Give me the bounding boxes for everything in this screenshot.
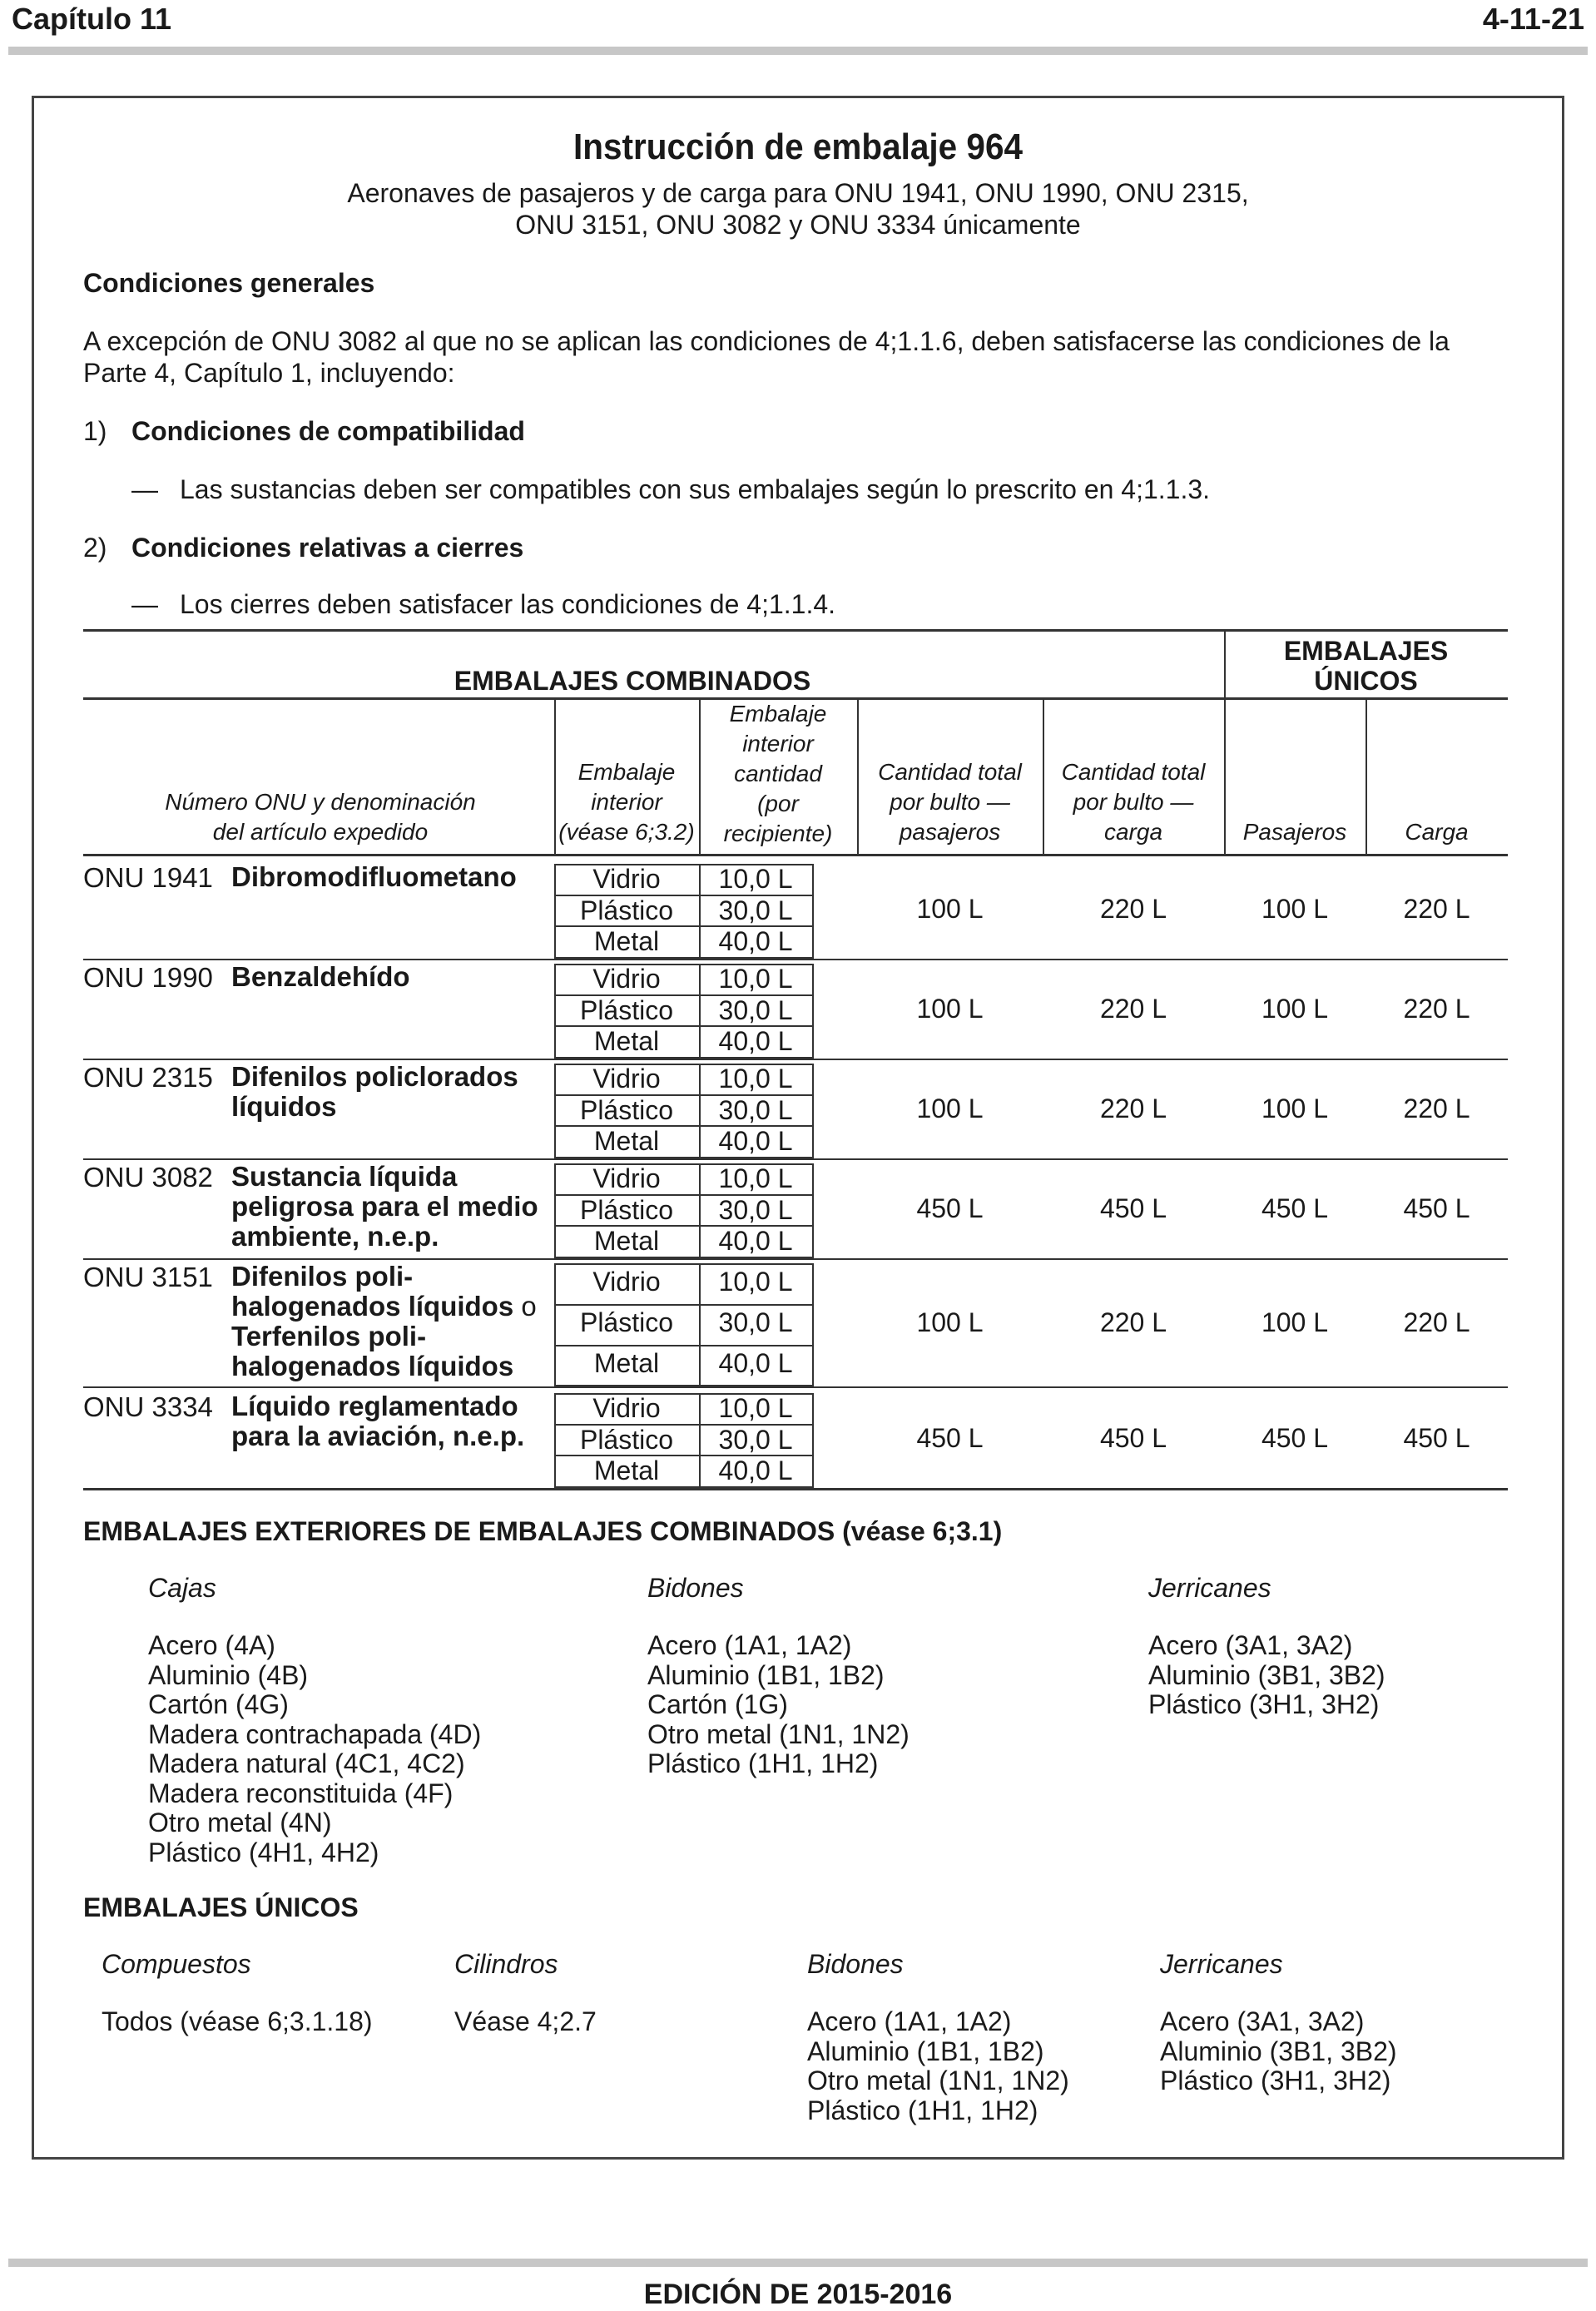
un-name-line: Líquido reglamentado <box>231 1391 518 1421</box>
inner-box-divider <box>554 1345 814 1346</box>
un-name <box>231 962 410 992</box>
col-header-total-cargo-line: carga <box>1103 819 1163 845</box>
col-header-single-cargo: Carga <box>1405 819 1469 845</box>
single-passenger: 100 L <box>1261 994 1329 1024</box>
un-name-line: peligrosa para el medio <box>231 1191 538 1222</box>
outer-list-item: Acero (4A) <box>148 1630 275 1660</box>
single-packagings-heading: EMBALAJES ÚNICOS <box>83 1892 359 1922</box>
total-passenger: 100 L <box>916 1094 984 1123</box>
inner-material: Metal <box>593 1226 660 1256</box>
single-packagings-header-line-2: ÚNICOS <box>1314 666 1418 696</box>
page-number: 4-11-21 <box>1482 2 1584 36</box>
chapter-label: Capítulo 11 <box>12 2 172 36</box>
inner-material: Metal <box>593 1456 660 1485</box>
inner-quantity: 10,0 L <box>718 964 793 994</box>
col-header-inner-line: (véase 6;3.2) <box>558 819 695 845</box>
un-number: ONU 2315 <box>83 1062 213 1093</box>
general-conditions-para-line-2: Parte 4, Capítulo 1, incluyendo: <box>83 358 455 388</box>
single-list-item: Todos (véase 6;3.1.18) <box>102 2006 373 2036</box>
total-cargo: 220 L <box>1099 894 1167 924</box>
col-header-inner-line: interior <box>591 789 662 815</box>
outer-col-list <box>647 1631 910 1779</box>
condition-2-dash: — <box>131 589 158 619</box>
single-list-item: Otro metal (1N1, 1N2) <box>807 2066 1069 2095</box>
single-col-list <box>102 2007 373 2037</box>
inner-quantity: 30,0 L <box>718 895 793 925</box>
outer-list-item: Madera reconstituida (4F) <box>148 1778 454 1808</box>
row-inner-right-border <box>812 1064 814 1158</box>
un-name-line: Benzaldehído <box>231 961 410 992</box>
inner-material: Vidrio <box>592 1064 661 1094</box>
inner-quantity: 10,0 L <box>718 1064 793 1094</box>
subtitle-line-1: Aeronaves de pasajeros y de carga para ONU 1941, ONU 1990, ONU 2315, <box>347 178 1249 208</box>
table-header-bottom-rule <box>83 854 1508 856</box>
outer-list-item: Otro metal (4N) <box>148 1808 332 1837</box>
single-cargo: 450 L <box>1403 1193 1470 1223</box>
col-header-qty-line: recipiente) <box>723 821 833 846</box>
outer-list-item: Plástico (1H1, 1H2) <box>647 1748 879 1778</box>
col-header-un-line: Número ONU y denominación <box>165 789 476 815</box>
un-number: ONU 1941 <box>83 862 213 893</box>
total-cargo: 450 L <box>1099 1193 1167 1223</box>
col-header-single-pass: Pasajeros <box>1242 819 1347 845</box>
outer-list-item: Plástico (4H1, 4H2) <box>148 1837 379 1867</box>
total-cargo: 220 L <box>1099 1307 1167 1337</box>
combined-packagings-header: EMBALAJES COMBINADOS <box>454 666 811 696</box>
inner-material: Plástico <box>579 895 674 925</box>
condition-2-number: 2) <box>83 533 107 563</box>
col-header-qty-line: cantidad <box>734 761 822 786</box>
inner-box-divider <box>554 1304 814 1306</box>
total-cargo: 220 L <box>1099 1094 1167 1123</box>
inner-quantity: 10,0 L <box>718 864 793 894</box>
single-list-item: Aluminio (3B1, 3B2) <box>1160 2036 1397 2066</box>
un-number: ONU 1990 <box>83 962 213 993</box>
col-header-un <box>125 787 516 847</box>
col-header-inner <box>554 757 699 847</box>
inner-quantity: 30,0 L <box>718 1425 793 1455</box>
inner-material: Plástico <box>579 1095 674 1125</box>
edition-footer: EDICIÓN DE 2015-2016 <box>643 2279 953 2310</box>
inner-quantity: 40,0 L <box>718 1456 793 1485</box>
total-cargo: 450 L <box>1099 1423 1167 1453</box>
row-separator <box>83 1386 1508 1388</box>
row-inner-right-border <box>812 1263 814 1386</box>
inner-material: Metal <box>593 1126 660 1156</box>
outer-list-item: Cartón (4G) <box>148 1689 289 1719</box>
single-col-list <box>454 2007 597 2037</box>
single-list-item: Acero (3A1, 3A2) <box>1160 2006 1365 2036</box>
outer-list-item: Madera natural (4C1, 4C2) <box>148 1748 465 1778</box>
un-name-line: líquidos <box>231 1091 337 1122</box>
condition-1-text: Las sustancias deben ser compatibles con sus embalajes según lo prescrito en 4;1.1.3. <box>180 474 1211 504</box>
single-col-title: Compuestos <box>102 1949 251 1979</box>
inner-quantity: 30,0 L <box>718 1195 793 1225</box>
un-name-line: Terfenilos poli- <box>231 1321 427 1351</box>
inner-quantity: 40,0 L <box>718 1026 793 1056</box>
general-conditions-para-line-1: A excepción de ONU 3082 al que no se aplican las condiciones de 4;1.1.6, deben satisfacerse las condiciones de la <box>83 326 1450 356</box>
un-number: ONU 3334 <box>83 1391 213 1422</box>
single-cargo: 220 L <box>1403 994 1470 1024</box>
inner-quantity: 30,0 L <box>718 1095 793 1125</box>
col-header-total-cargo <box>1043 757 1224 847</box>
total-passenger: 450 L <box>916 1423 984 1453</box>
inner-quantity: 40,0 L <box>718 1226 793 1256</box>
outer-col-title: Cajas <box>148 1573 216 1603</box>
un-name-line: Difenilos poli- <box>231 1261 414 1292</box>
outer-packagings-heading: EMBALAJES EXTERIORES DE EMBALAJES COMBINADOS (véase 6;3.1) <box>83 1516 1003 1546</box>
un-name-line: para la aviación, n.e.p. <box>231 1421 525 1451</box>
row-separator <box>83 1258 1508 1260</box>
inner-material: Metal <box>593 1026 660 1056</box>
un-name-part: halogenados líquidos <box>231 1291 514 1322</box>
single-passenger: 100 L <box>1261 1307 1329 1337</box>
inner-box-top <box>554 1263 814 1265</box>
single-cargo: 220 L <box>1403 894 1470 924</box>
outer-list-item: Aluminio (1B1, 1B2) <box>647 1659 885 1690</box>
inner-quantity: 30,0 L <box>718 1307 793 1337</box>
un-name <box>231 1262 537 1381</box>
inner-quantity: 40,0 L <box>718 1348 793 1378</box>
outer-list-item: Acero (1A1, 1A2) <box>647 1630 852 1660</box>
single-cargo: 220 L <box>1403 1307 1470 1337</box>
outer-col-list <box>148 1631 481 1867</box>
condition-1-number: 1) <box>83 416 107 446</box>
inner-material: Metal <box>593 926 660 956</box>
col-header-qty-line: interior <box>742 731 814 756</box>
col-header-total-cargo-line: por bulto — <box>1073 789 1194 815</box>
un-name-line: Sustancia líquida <box>231 1161 458 1192</box>
single-list-item: Plástico (1H1, 1H2) <box>807 2095 1038 2125</box>
outer-list-item: Aluminio (3B1, 3B2) <box>1148 1659 1385 1690</box>
single-passenger: 100 L <box>1261 894 1329 924</box>
outer-list-item: Madera contrachapada (4D) <box>148 1718 482 1749</box>
outer-col-title: Bidones <box>647 1573 744 1603</box>
col-header-qty <box>699 699 857 849</box>
inner-material: Metal <box>593 1348 660 1378</box>
outer-list-item: Otro metal (1N1, 1N2) <box>647 1718 910 1749</box>
un-name-line: Difenilos policlorados <box>231 1061 518 1092</box>
inner-material: Plástico <box>579 1425 674 1455</box>
col-header-total-pass-line: por bulto — <box>890 789 1010 815</box>
col-header-total-pass-line: Cantidad total <box>878 759 1022 785</box>
inner-material: Plástico <box>579 1195 674 1225</box>
single-cargo: 220 L <box>1403 1094 1470 1123</box>
single-passenger: 100 L <box>1261 1094 1329 1123</box>
un-name-line: halogenados líquidos <box>231 1351 514 1381</box>
total-cargo: 220 L <box>1099 994 1167 1024</box>
condition-2-title: Condiciones relativas a cierres <box>131 533 524 563</box>
header-rule <box>8 47 1588 55</box>
un-number: ONU 3082 <box>83 1162 213 1193</box>
total-passenger: 450 L <box>916 1193 984 1223</box>
inner-material: Vidrio <box>592 1163 661 1193</box>
table-bottom-rule <box>83 1488 1508 1490</box>
row-separator <box>83 1059 1508 1060</box>
instruction-title: Instrucción de embalaje 964 <box>573 126 1023 167</box>
un-name-line: ambiente, n.e.p. <box>231 1221 439 1252</box>
un-name-line: Dibromodifluometano <box>231 861 517 892</box>
inner-quantity: 10,0 L <box>718 1267 793 1297</box>
inner-material: Vidrio <box>592 864 661 894</box>
condition-1-dash: — <box>131 474 158 504</box>
col-header-qty-line: Embalaje <box>729 701 827 727</box>
table-top-rule <box>83 629 1508 632</box>
subtitle-line-2: ONU 3151, ONU 3082 y ONU 3334 únicamente <box>515 210 1081 240</box>
outer-col-list <box>1148 1631 1385 1720</box>
col-header-total-pass <box>857 757 1043 847</box>
row-separator <box>83 1158 1508 1160</box>
un-name-conjunction: o <box>521 1291 537 1322</box>
total-passenger: 100 L <box>916 894 984 924</box>
col-header-total-cargo-line: Cantidad total <box>1061 759 1206 785</box>
row-inner-right-border <box>812 864 814 959</box>
inner-material: Plástico <box>579 995 674 1025</box>
inner-material: Vidrio <box>592 964 661 994</box>
total-passenger: 100 L <box>916 994 984 1024</box>
un-name <box>231 862 517 892</box>
footer-rule <box>8 2259 1588 2267</box>
single-passenger: 450 L <box>1261 1423 1329 1453</box>
single-col-title: Jerricanes <box>1160 1949 1283 1979</box>
inner-material: Plástico <box>579 1307 674 1337</box>
inner-quantity: 10,0 L <box>718 1393 793 1423</box>
un-number: ONU 3151 <box>83 1262 213 1292</box>
single-col-title: Bidones <box>807 1949 904 1979</box>
single-list-item: Aluminio (1B1, 1B2) <box>807 2036 1044 2066</box>
row-inner-right-border <box>812 1393 814 1488</box>
outer-list-item: Aluminio (4B) <box>148 1659 309 1690</box>
col-header-un-line: del artículo expedido <box>212 819 429 845</box>
single-cargo: 450 L <box>1403 1423 1470 1453</box>
inner-quantity: 40,0 L <box>718 1126 793 1156</box>
condition-2-text: Los cierres deben satisfacer las condiciones de 4;1.1.4. <box>180 589 836 619</box>
single-packagings-header-line-1: EMBALAJES <box>1283 636 1449 666</box>
inner-quantity: 30,0 L <box>718 995 793 1025</box>
row-inner-right-border <box>812 964 814 1059</box>
single-passenger: 450 L <box>1261 1193 1329 1223</box>
outer-list-item: Acero (3A1, 3A2) <box>1148 1630 1353 1660</box>
col-header-inner-line: Embalaje <box>577 759 676 785</box>
col-header-total-pass-line: pasajeros <box>899 819 1001 845</box>
inner-quantity: 40,0 L <box>718 926 793 956</box>
un-name <box>231 1162 538 1252</box>
total-passenger: 100 L <box>916 1307 984 1337</box>
un-name <box>231 1391 524 1451</box>
single-col-title: Cilindros <box>454 1949 558 1979</box>
row-separator <box>83 959 1508 960</box>
row-inner-right-border <box>812 1163 814 1258</box>
single-list-item: Véase 4;2.7 <box>454 2006 597 2036</box>
single-col-list <box>807 2007 1069 2125</box>
general-conditions-heading: Condiciones generales <box>83 268 375 298</box>
inner-material: Vidrio <box>592 1393 661 1423</box>
condition-1-title: Condiciones de compatibilidad <box>131 416 525 446</box>
un-name-line <box>231 1292 537 1322</box>
single-col-list <box>1160 2007 1397 2096</box>
single-list-item: Acero (1A1, 1A2) <box>807 2006 1012 2036</box>
inner-material: Vidrio <box>592 1267 661 1297</box>
outer-list-item: Plástico (3H1, 3H2) <box>1148 1689 1380 1719</box>
inner-quantity: 10,0 L <box>718 1163 793 1193</box>
single-list-item: Plástico (3H1, 3H2) <box>1160 2066 1391 2095</box>
outer-list-item: Cartón (1G) <box>647 1689 788 1719</box>
outer-col-title: Jerricanes <box>1148 1573 1271 1603</box>
un-name <box>231 1062 518 1122</box>
col-header-qty-line: (por <box>757 791 799 816</box>
